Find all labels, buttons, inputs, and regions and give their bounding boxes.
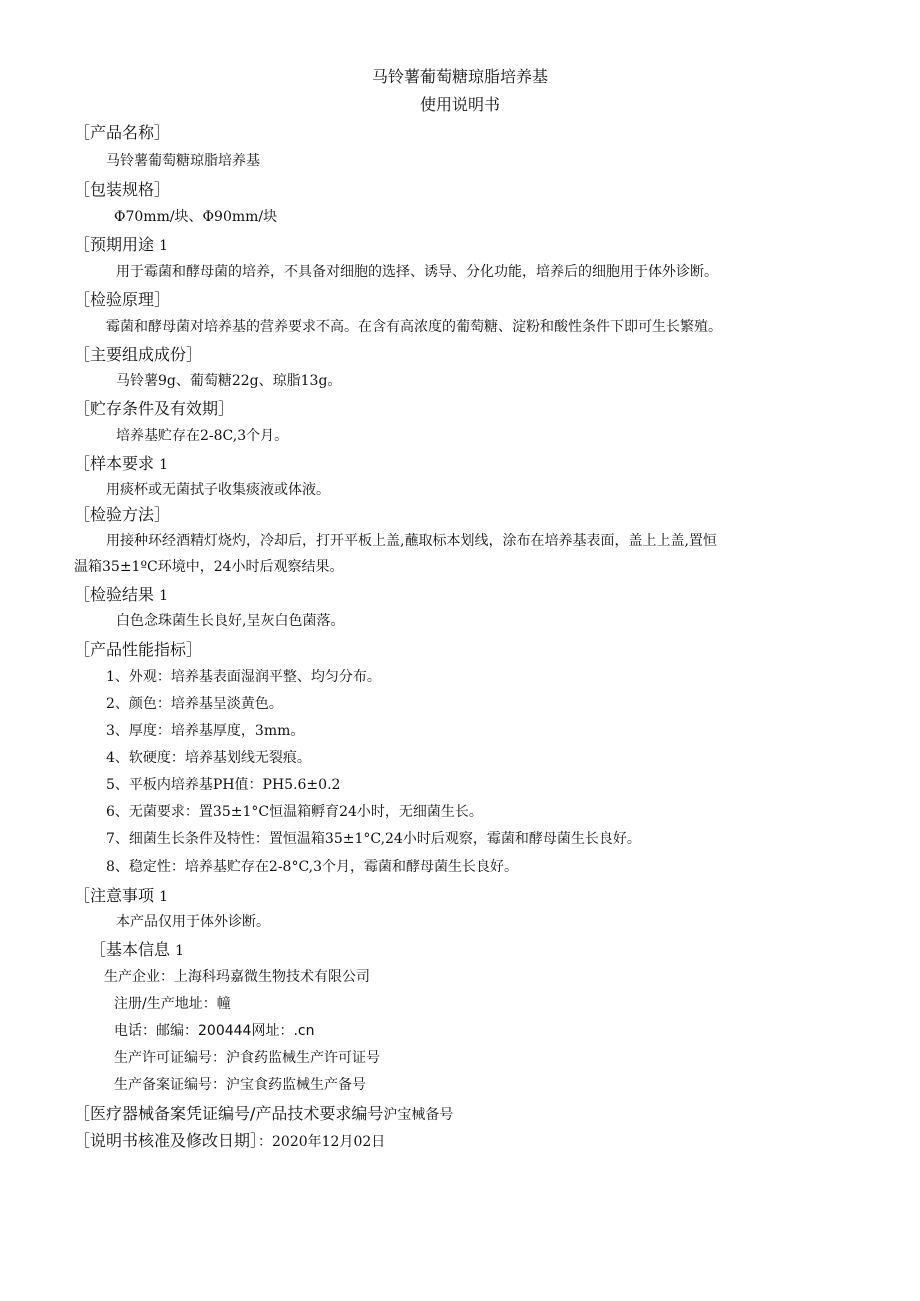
performance-item: 4、软硬度：培养基划线无裂痕。 [106,750,311,766]
heading-intended-use-label: ［预期用途 [74,235,155,254]
heading-package: ［包装规格］ [74,180,171,199]
storage-text: 培养基贮存在2-8C,3个月。 [116,428,289,444]
notes-text: 本产品仅用于体外诊断。 [116,914,270,930]
address-text: 注册/生产地址：幢 [114,996,231,1012]
heading-device-filing-tail: 沪宝械备号 [383,1107,454,1123]
method-text-line1: 用接种环经酒精灯烧灼，冷却后，打开平板上盖,蘸取标本划线，涂布在培养基表面，盖上上盖,置恒 [106,533,717,549]
heading-performance: ［产品性能指标］ [74,640,203,659]
heading-revision-tail: ：2020年12月02日 [258,1134,386,1150]
heading-intended-use [74,232,168,255]
heading-sample [74,451,168,474]
heading-sample-label: ［样本要求 [74,454,155,473]
heading-composition: ［主要组成成份］ [74,345,203,364]
filing-text: 生产备案证编号：沪宝食药监械生产备号 [114,1077,366,1093]
heading-product-name: ［产品名称］ [74,123,171,142]
doc-subtitle: 使用说明书 [419,95,500,114]
heading-storage: ［贮存条件及有效期］ [74,399,235,418]
heading-intended-use-tail: 1 [159,238,169,254]
performance-item: 6、无菌要求：置35±1°C恒温箱孵育24小时，无细菌生长。 [106,804,483,820]
composition-text: 马铃薯9g、葡萄糖22g、琼脂13g。 [116,373,342,389]
performance-item: 7、细菌生长条件及特性：置恒温箱35±1°C,24小时后观察，霉菌和酵母菌生长良好。 [106,831,641,847]
heading-device-filing-label: ［医疗器械备案凭证编号/产品技术要求编号 [74,1104,384,1123]
performance-item: 3、厚度：培养基厚度，3mm。 [106,723,305,739]
heading-basic-info-label: ［基本信息 [90,940,171,959]
heading-result [74,582,168,605]
sample-text: 用痰杯或无菌拭子收集痰液或体液。 [106,482,330,498]
license-text: 生产许可证编号：沪食药监械生产许可证号 [114,1050,380,1066]
principle-text: 霉菌和酵母菌对培养基的营养要求不高。在含有高浓度的葡萄糖、淀粉和酸性条件下即可生长繁殖。 [106,319,722,335]
heading-revision [74,1128,385,1151]
doc-title: 马铃薯葡萄糖琼脂培养基 [371,67,548,86]
heading-notes-label: ［注意事项 [74,886,155,905]
product-name-text: 马铃薯葡萄糖琼脂培养基 [106,153,260,169]
performance-item: 2、颜色：培养基呈淡黄色。 [106,696,283,712]
heading-notes-tail: 1 [159,889,169,905]
performance-item: 5、平板内培养基PH值：PH5.6±0.2 [106,777,341,793]
heading-device-filing [74,1101,453,1124]
package-text: Φ70mm/块、Φ90mm/块 [114,209,278,225]
contact-text: 电话：邮编：200444网址：.cn [114,1023,315,1039]
heading-principle: ［检验原理］ [74,290,171,309]
heading-result-label: ［检验结果 [74,585,155,604]
heading-method: ［检验方法］ [74,505,171,524]
performance-item: 8、稳定性：培养基贮存在2-8°C,3个月，霉菌和酵母菌生长良好。 [106,859,519,875]
result-text: 白色念珠菌生长良好,呈灰白色菌落。 [116,613,345,629]
performance-item: 1、外观：培养基表面湿润平整、均匀分布。 [106,669,381,685]
heading-revision-label: ［说明书核准及修改日期］ [74,1131,259,1150]
intended-use-text: 用于霉菌和酵母菌的培养，不具备对细胞的选择、诱导、分化功能，培养后的细胞用于体外诊断。 [116,264,718,280]
method-text-line2: 温箱35±1ºC环境中，24小时后观察结果。 [74,559,344,575]
heading-basic-info-tail: 1 [175,943,185,959]
heading-result-tail: 1 [159,588,169,604]
company-text: 生产企业：上海科玛嘉微生物技术有限公司 [104,969,370,985]
heading-notes [74,883,168,906]
heading-basic-info [90,937,184,960]
heading-sample-tail: 1 [159,457,169,473]
